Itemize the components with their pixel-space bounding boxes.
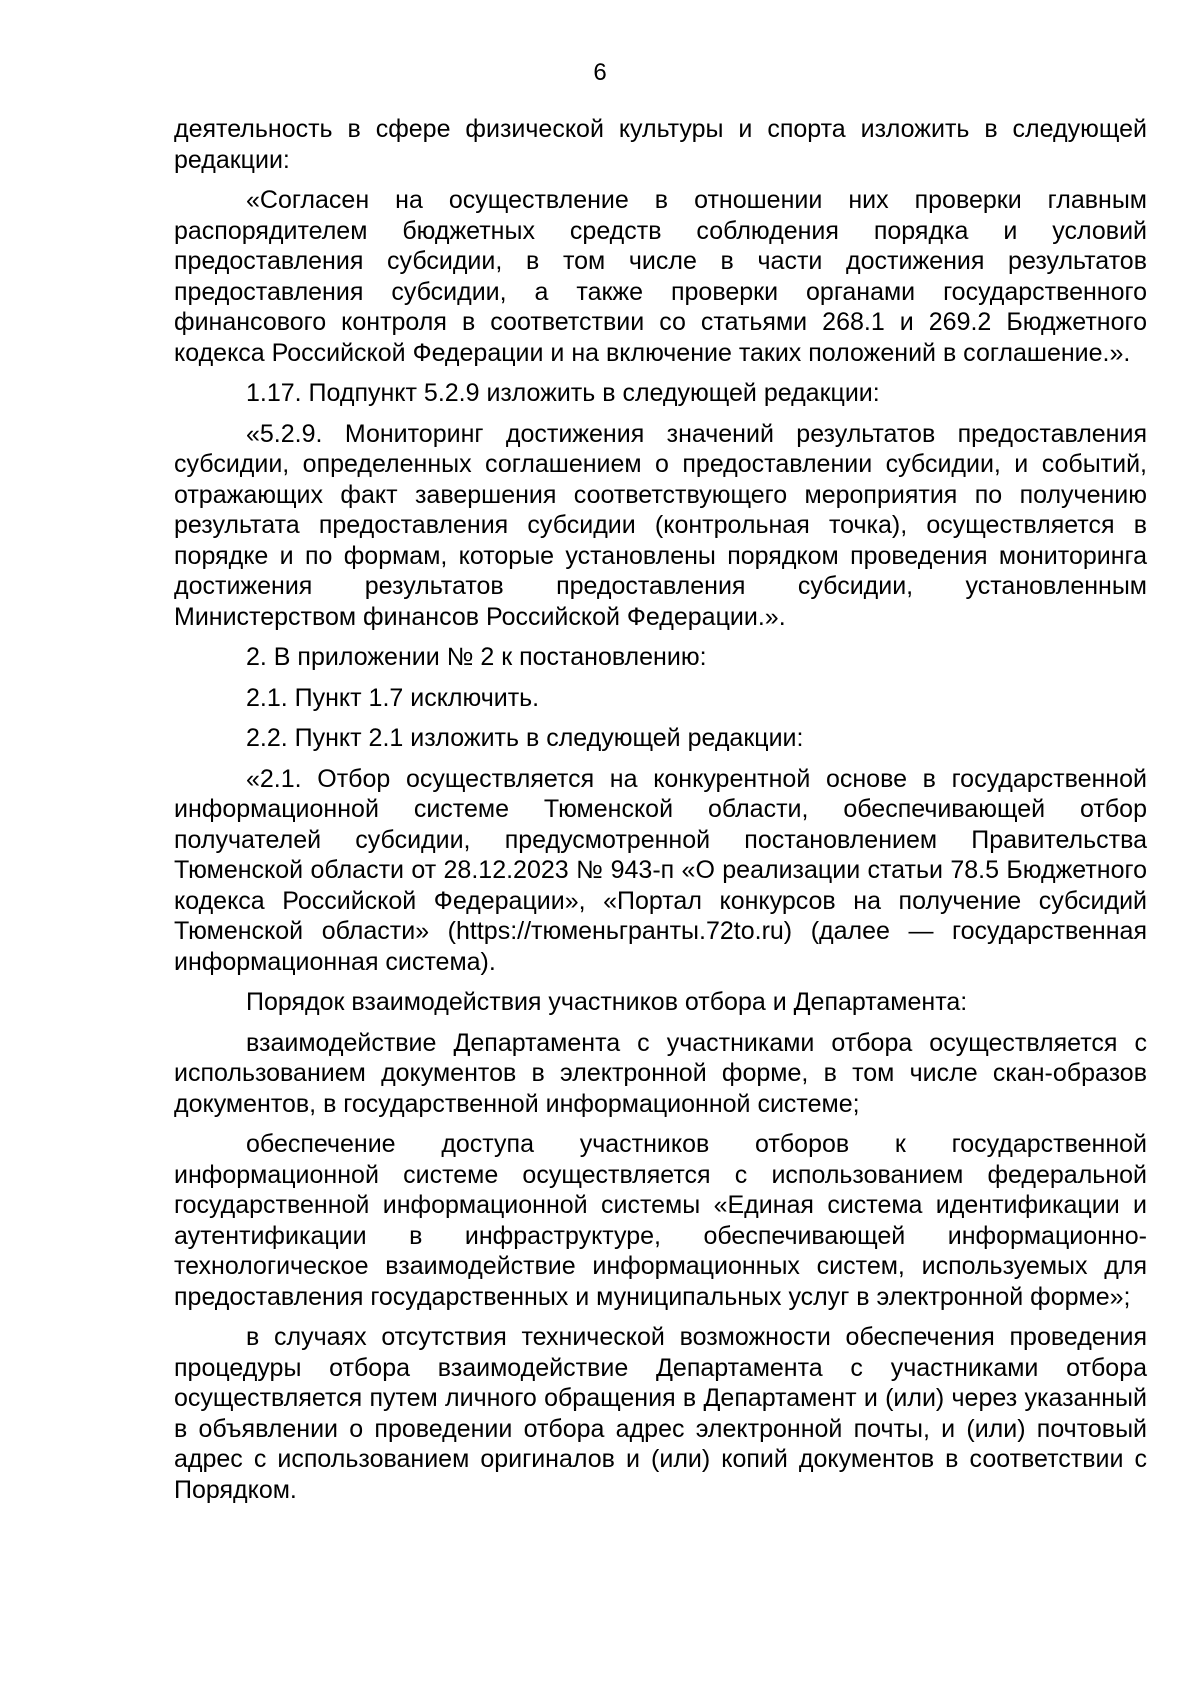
paragraph-electronic-documents: взаимодействие Департамента с участниками отбора осуществляется с использованием документов в электронной форме, в том числе скан-образов документов, в государственной информационной системе; [174,1028,1147,1118]
paragraph-item-2-2: 2.2. Пункт 2.1 изложить в следующей редакции: [246,724,804,752]
document-body [174,114,1147,1515]
paragraph-no-technical-possibility: в случаях отсутствия технической возможности обеспечения проведения процедуры отбора взаимодействие Департамента с участниками отбора осуществляется путем личного обращения в Департамент и (или) через указанный в объявлении о проведении отбора адрес электронной почты, и (или) почтовый адрес с использованием оригиналов и (или) копий документов в соответствии с Порядком. [174,1323,1147,1504]
paragraph-consent-quote: «Согласен на осуществление в отношении них проверки главным распорядителем бюджетных средств соблюдения порядка и условий предоставления субсидии, в том числе в части достижения результатов предоставления субсидии, а также проверки органами государственного финансового контроля в соответствии со статьями 268.1 и 269.2 Бюджетного кодекса Российской Федерации и на включение таких положений в соглашение.». [174,186,1147,367]
paragraph-access-system: обеспечение доступа участников отборов к государственной информационной системе осуществляется с использованием федеральной государственной информационной системы «Единая система идентификации и аутентификации в инфраструктуре, обеспечивающей информационно-технологическое взаимодействие информационных систем, используемых для предоставления государственных и муниципальных услуг в электронной форме»; [174,1130,1147,1311]
paragraph-item-2-1: 2.1. Пункт 1.7 исключить. [246,683,540,712]
paragraph-item-1-17: 1.17. Подпункт 5.2.9 изложить в следующей редакции: [246,379,880,407]
paragraph-item-2: 2. В приложении № 2 к постановлению: [246,643,707,671]
paragraph-continuation: деятельность в сфере физической культуры и спорта изложить в следующей редакции: [174,115,1147,174]
paragraph-selection-quote: «2.1. Отбор осуществляется на конкурентной основе в государственной информационной системе Тюменской области, обеспечивающей отбор получателей субсидии, предусмотренной постановлением Правительства Тюменской области от 28.12.2023 № 943-п «О реализации статьи 78.5 Бюджетного кодекса Российской Федерации», «Портал конкурсов на получение субсидий Тюменской области» (https://тюменьгранты.72to.ru) (далее — государственная информационная система). [174,764,1147,976]
paragraph-monitoring-quote: «5.2.9. Мониторинг достижения значений результатов предоставления субсидии, определенных соглашением о предоставлении субсидии, и событий, отражающих факт завершения соответствующего мероприятия по получению результата предоставления субсидии (контрольная точка), осуществляется в порядке и по формам, которые установлены порядком проведения мониторинга достижения результатов предоставления субсидии, установленным Министерством финансов Российской Федерации.». [174,419,1147,631]
page-number: 6 [593,59,607,86]
paragraph-interaction-order: Порядок взаимодействия участников отбора и Департамента: [246,988,968,1016]
